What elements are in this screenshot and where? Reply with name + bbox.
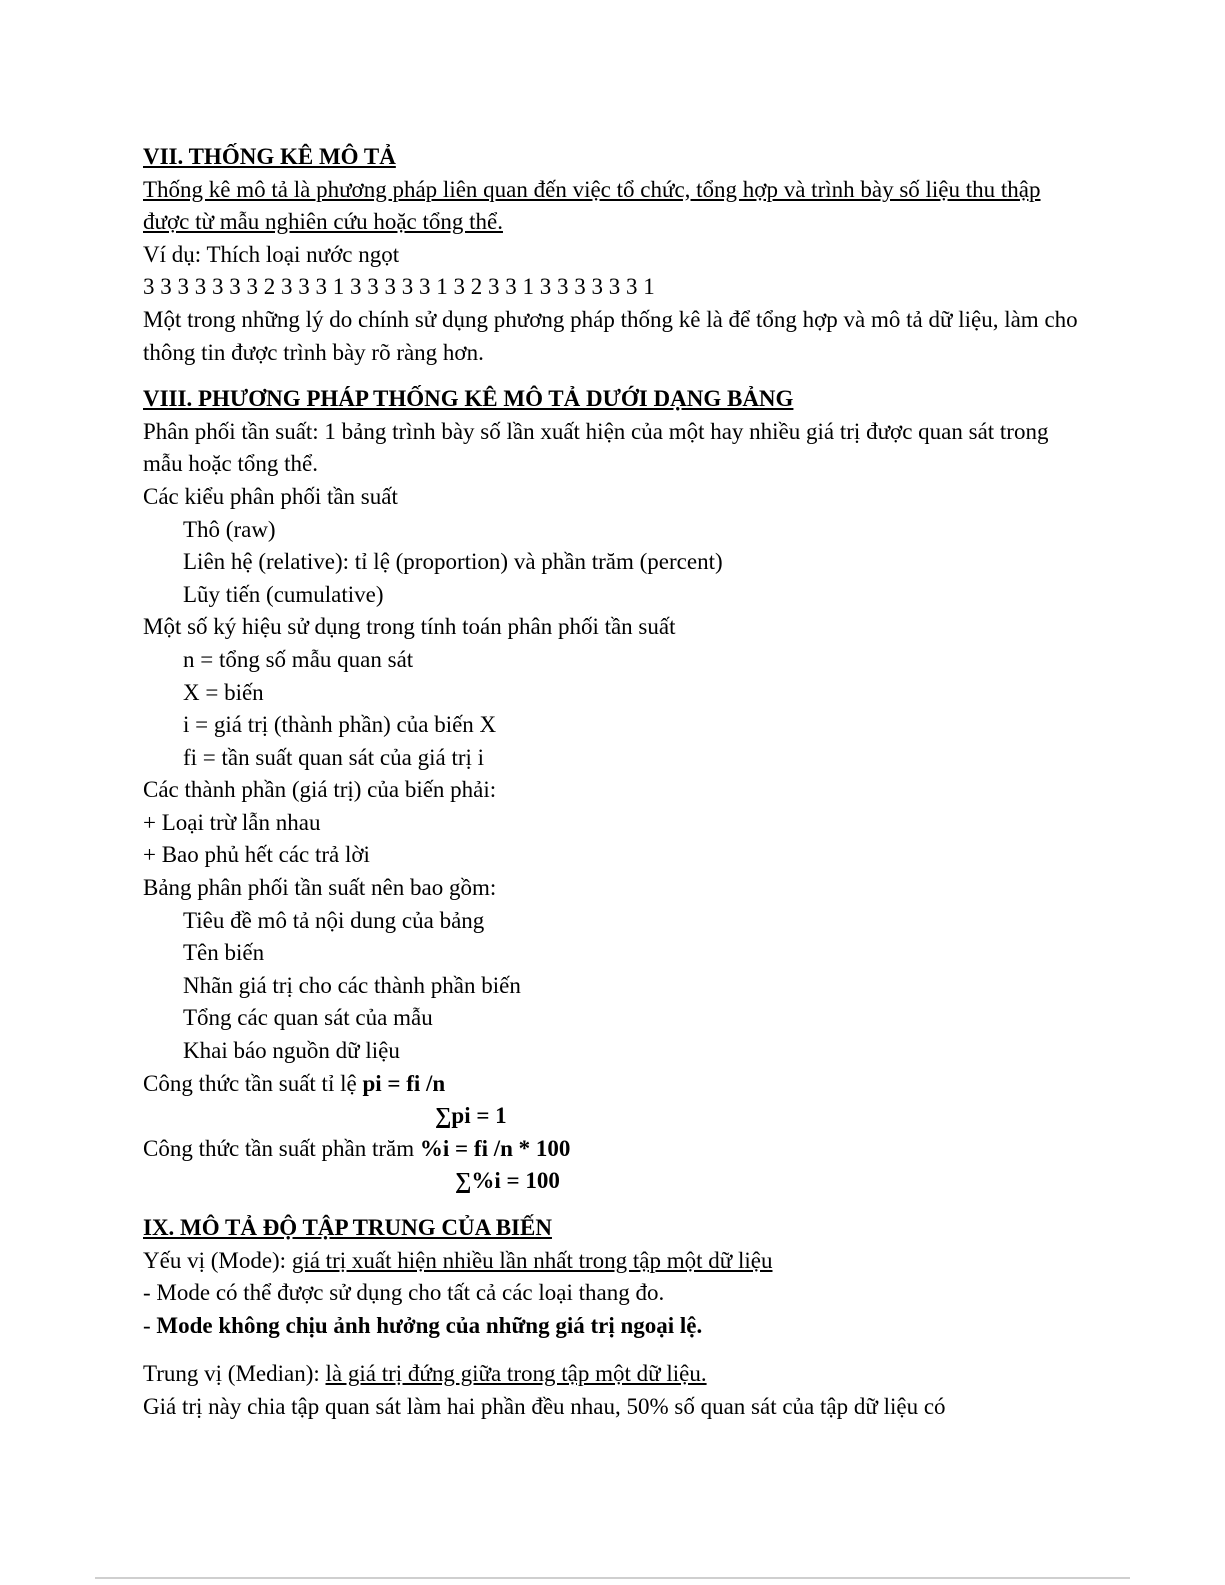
mode-note: - Mode có thể được sử dụng cho tất cả các loại thang đo. [143, 1280, 665, 1306]
dash: - [143, 1312, 157, 1338]
list-item: Lũy tiến (cumulative) [183, 581, 384, 607]
data-series: 3 3 3 3 3 3 3 2 3 3 3 1 3 3 3 3 3 1 3 2 3 3 1 3 3 3 3 3 3 1 [143, 274, 655, 300]
mode-label: Yếu vị (Mode): [143, 1247, 292, 1273]
median-label: Trung vị (Median): [143, 1361, 326, 1387]
table-should-label: Bảng phân phối tần suất nên bao gồm: [143, 875, 497, 901]
section-heading-vii: VII. THỐNG KÊ MÔ TẢ [143, 144, 396, 169]
median-definition: là giá trị đứng giữa trong tập một dữ liệu. [325, 1361, 707, 1387]
list-item: n = tổng số mẫu quan sát [183, 646, 414, 672]
list-item: Tiêu đề mô tả nội dung của bảng [183, 907, 485, 933]
formula: %i = fi /n * 100 [419, 1135, 571, 1161]
list-item: Tổng các quan sát của mẫu [183, 1005, 433, 1031]
mode-note-bold: Mode không chịu ảnh hưởng của những giá trị ngoại lệ. [156, 1312, 703, 1338]
median-description: Giá trị này chia tập quan sát làm hai phần đều nhau, 50% số quan sát của tập dữ liệu có [143, 1393, 946, 1419]
list-item: Khai báo nguồn dữ liệu [183, 1038, 400, 1064]
types-label: Các kiểu phân phối tần suất [143, 483, 398, 509]
formula: pi = fi /n [362, 1070, 446, 1096]
percent-formula-line [143, 1133, 1087, 1166]
mode-definition: giá trị xuất hiện nhiều lần nhất trong tập một dữ liệu [291, 1247, 773, 1273]
formula-prefix: Công thức tần suất phần trăm [143, 1135, 420, 1161]
median-definition-line [143, 1358, 1087, 1391]
example-label: Ví dụ: Thích loại nước ngọt [143, 241, 400, 267]
formula-prefix: Công thức tần suất tỉ lệ [143, 1070, 363, 1096]
list-item: + Loại trừ lẫn nhau [143, 809, 321, 835]
page-break-divider [95, 1577, 1130, 1579]
list-item: Tên biến [183, 940, 265, 966]
freq-definition: Phân phối tần suất: 1 bảng trình bày số lần xuất hiện của một hay nhiều giá trị được quan sát trong mẫu hoặc tổng thể. [143, 418, 1049, 477]
list-item: i = giá trị (thành phần) của biến X [183, 712, 497, 738]
components-label: Các thành phần (giá trị) của biến phải: [143, 777, 497, 803]
proportion-sum-formula: ∑pi = 1 [435, 1103, 507, 1129]
list-item: Liên hệ (relative): tỉ lệ (proportion) và phần trăm (percent) [183, 549, 723, 575]
list-item: Nhãn giá trị cho các thành phần biến [183, 972, 521, 998]
section-heading-ix: IX. MÔ TẢ ĐỘ TẬP TRUNG CỦA BIẾN [143, 1215, 552, 1240]
percent-sum-formula: ∑%i = 100 [455, 1168, 560, 1194]
mode-note-bold-line [143, 1310, 1087, 1343]
proportion-formula-line [143, 1068, 1087, 1101]
reason-paragraph: Một trong những lý do chính sử dụng phương pháp thống kê là để tổng hợp và mô tả dữ liệu, làm cho thông tin được trình bày rõ ràng hơn. [143, 306, 1078, 365]
list-item: Thô (raw) [183, 516, 276, 542]
intro-paragraph: Thống kê mô tả là phương pháp liên quan đến việc tổ chức, tổng hợp và trình bày số liệu thu thập được từ mẫu nghiên cứu hoặc tổng thể. [143, 176, 1041, 235]
list-item: + Bao phủ hết các trả lời [143, 842, 370, 868]
list-item: X = biến [183, 679, 264, 705]
symbols-label: Một số ký hiệu sử dụng trong tính toán phân phối tần suất [143, 614, 676, 640]
mode-definition-line [143, 1245, 1087, 1278]
section-heading-viii: VIII. PHƯƠNG PHÁP THỐNG KÊ MÔ TẢ DƯỚI DẠNG BẢNG [143, 386, 794, 412]
list-item: fi = tần suất quan sát của giá trị i [183, 744, 485, 770]
